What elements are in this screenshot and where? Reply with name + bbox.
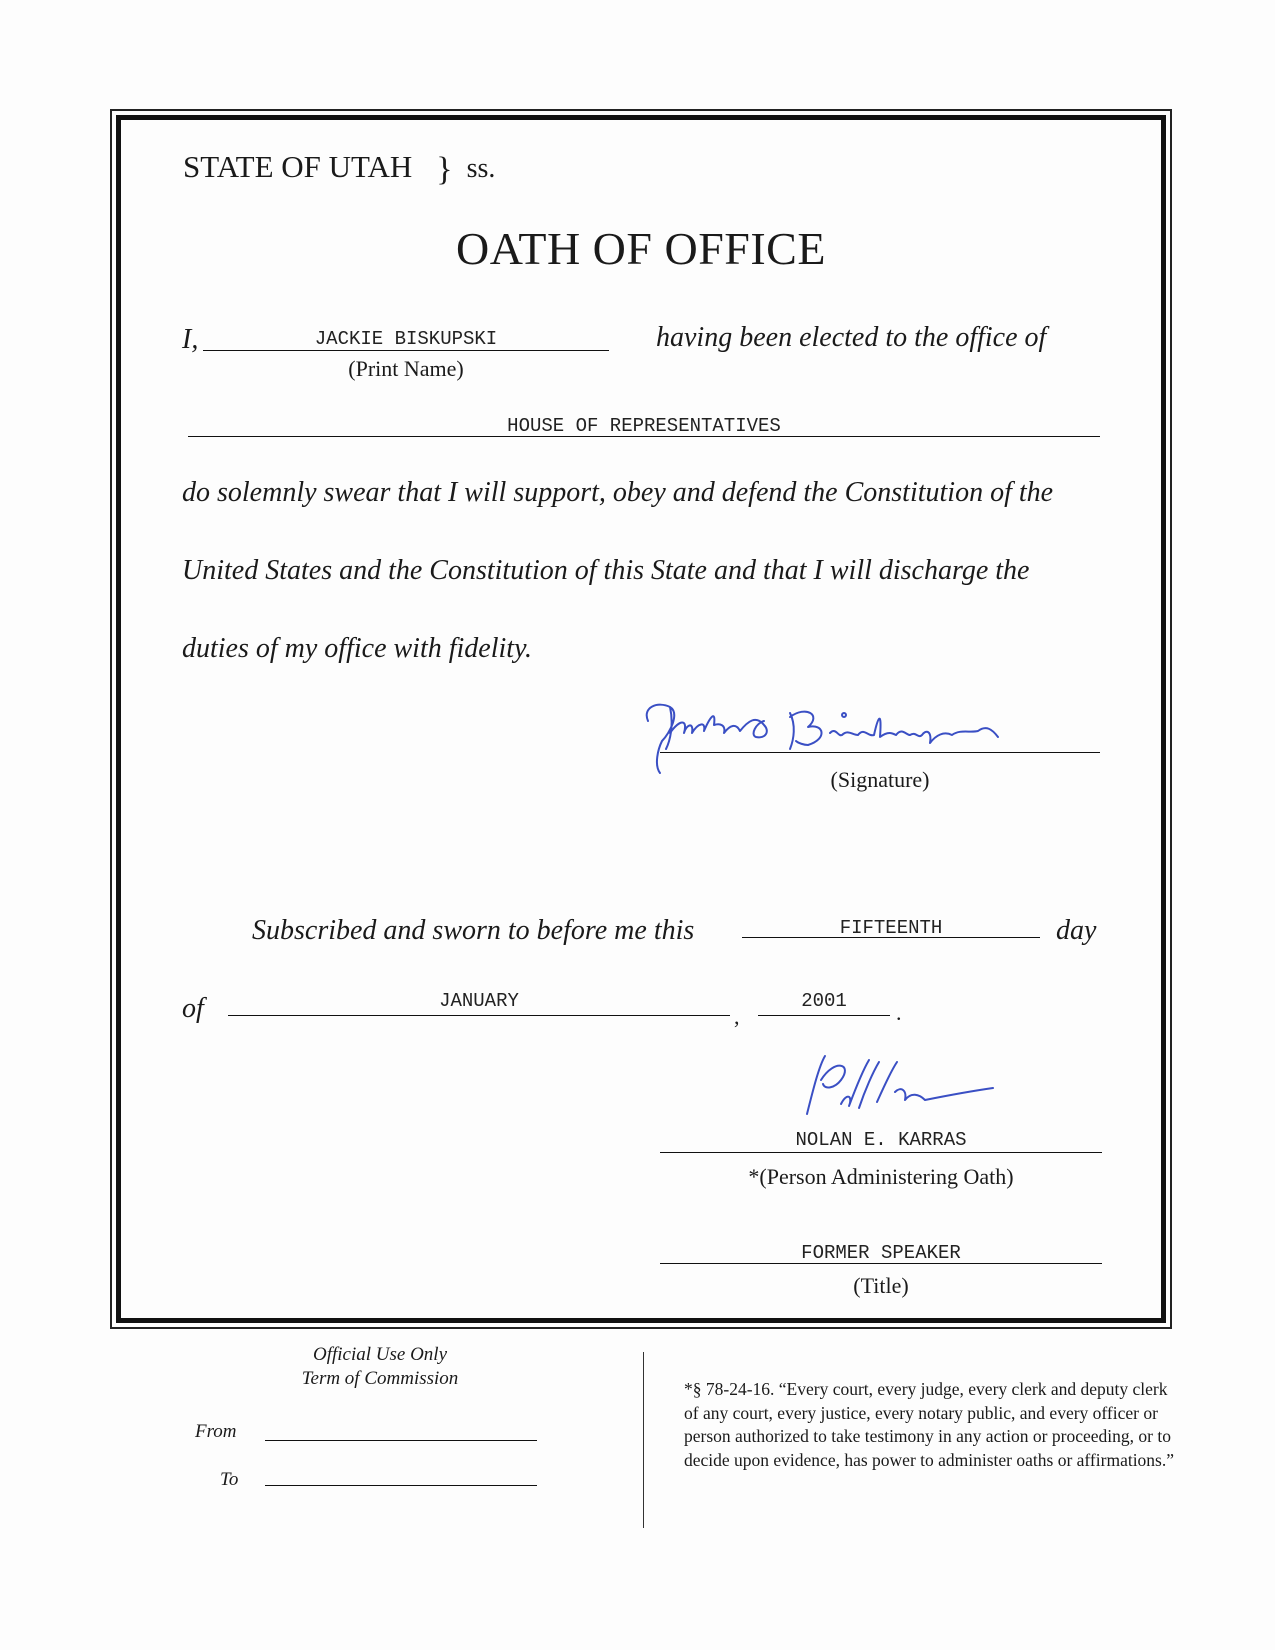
- day-value: FIFTEENTH: [839, 917, 943, 939]
- term-of-commission-heading: Term of Commission: [301, 1368, 459, 1389]
- day-line: [742, 937, 1040, 938]
- signature-caption: (Signature): [830, 767, 930, 792]
- state-name: STATE OF UTAH: [183, 149, 413, 184]
- ss-abbreviation: ss.: [466, 153, 496, 184]
- i-label: I,: [182, 324, 199, 355]
- official-use-heading: Official Use Only: [312, 1344, 448, 1365]
- print-name-value: JACKIE BISKUPSKI: [314, 328, 498, 350]
- from-label: From: [195, 1421, 237, 1442]
- oath-body-line-2: United States and the Constitution of this State and that I will discharge the: [182, 555, 1030, 586]
- subscribed-text: Subscribed and sworn to before me this: [252, 915, 695, 946]
- day-label: day: [1056, 915, 1097, 946]
- administrator-caption: *(Person Administering Oath): [748, 1164, 1014, 1189]
- oath-body-line-1: do solemnly swear that I will support, obey and defend the Constitution of the: [182, 477, 1054, 508]
- year-value: 2001: [801, 990, 847, 1012]
- brace-symbol: }: [436, 151, 453, 188]
- elected-text: having been elected to the office of: [656, 322, 1047, 353]
- from-line: [265, 1440, 537, 1441]
- period: .: [896, 1000, 902, 1025]
- administrator-signature: [795, 1050, 1005, 1120]
- administrator-title-line: [660, 1263, 1102, 1264]
- document-title: OATH OF OFFICE: [456, 223, 826, 274]
- administrator-line: [660, 1152, 1102, 1153]
- print-name-caption: (Print Name): [348, 356, 464, 381]
- oath-body-line-3: duties of my office with fidelity.: [182, 633, 532, 664]
- month-line: [228, 1015, 730, 1016]
- print-name-line: [203, 350, 609, 351]
- office-line: [188, 436, 1100, 437]
- administrator-name-value: NOLAN E. KARRAS: [795, 1129, 967, 1151]
- state-heading: [183, 148, 495, 186]
- year-line: [758, 1015, 890, 1016]
- administrator-title-value: FORMER SPEAKER: [801, 1242, 961, 1264]
- section-divider: [643, 1352, 644, 1528]
- month-value: JANUARY: [439, 990, 519, 1012]
- of-label: of: [182, 993, 204, 1024]
- administrator-title-caption: (Title): [853, 1273, 909, 1298]
- to-label: To: [220, 1469, 239, 1490]
- signature-line: [660, 752, 1100, 753]
- comma: ,: [734, 1004, 740, 1029]
- to-line: [265, 1485, 537, 1486]
- statute-footnote: *§ 78-24-16. “Every court, every judge, every clerk and deputy clerk of any court, every justice, every notary public, and every officer or person authorized to take testimony in any action or proceeding, or to decide upon evidence, has power to administer oaths or affirmations.”: [684, 1379, 1175, 1470]
- office-value: HOUSE OF REPRESENTATIVES: [507, 415, 781, 437]
